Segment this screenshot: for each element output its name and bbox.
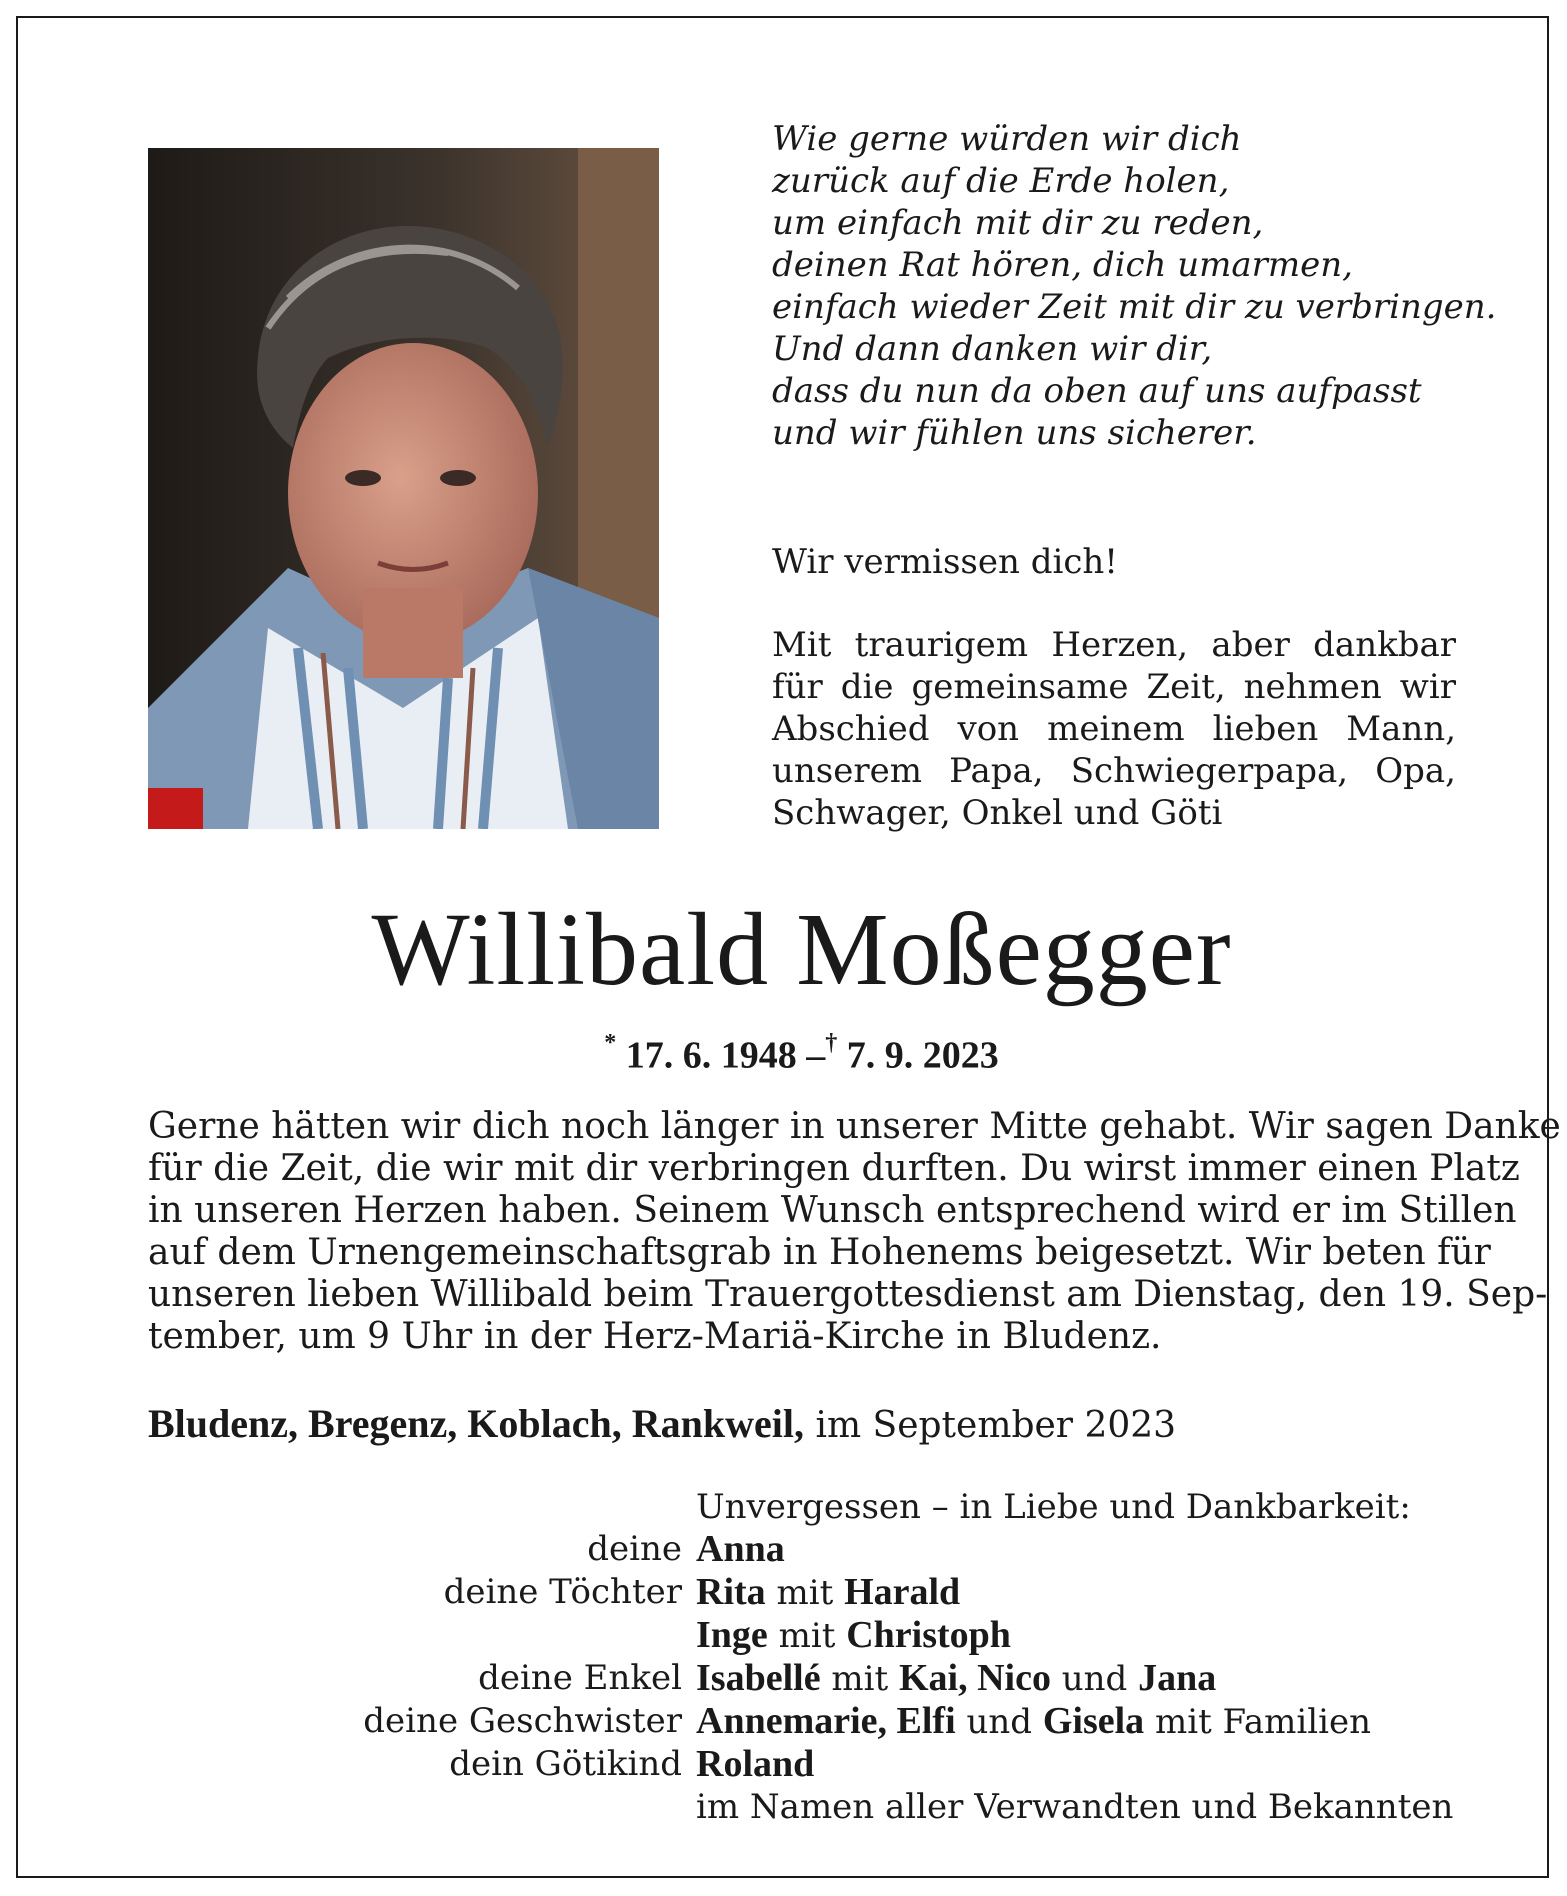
family-row [148,1571,1456,1614]
body-line: unseren lieben Willibald beim Trauergottesdienst am Dienstag, den 19. Sep- [148,1274,1548,1315]
intro-paragraph [772,624,1456,834]
poem-line: und wir fühlen uns sicherer. [772,413,1257,453]
connector-text: mit [767,1616,847,1656]
closing-row [148,1786,1456,1828]
connector-text: mit [765,1573,845,1613]
places: Bludenz, Bregenz, Koblach, Rankweil, [148,1401,804,1446]
family-name: Gisela [1042,1700,1145,1742]
family-name: Jana [1138,1657,1217,1699]
place-date: im September 2023 [815,1405,1177,1446]
family-row [148,1657,1456,1700]
birth-symbol: * [604,1030,617,1056]
family-row [148,1614,1456,1657]
body-line: tember, um 9 Uhr in der Herz-Mariä-Kirche in Bludenz. [148,1316,1162,1357]
intro-line: für die gemeinsame Zeit, nehmen wir [772,667,1456,707]
death-symbol: † [825,1030,838,1056]
family-list [148,1486,1456,1828]
obituary-frame [16,16,1561,1878]
death-date: 7. 9. 2023 [846,1034,999,1077]
body-line: für die Zeit, die wir mit dir verbringen durften. Du wirst immer einen Platz [148,1148,1520,1189]
intro-line: unserem Papa, Schwiegerpapa, Opa, [772,751,1456,791]
family-row [148,1743,1456,1786]
family-name: Roland [696,1743,815,1785]
body-line: Gerne hätten wir dich noch länger in unserer Mitte gehabt. Wir sagen Danke [148,1106,1561,1147]
family-name: Harald [844,1571,961,1613]
family-name: Kai, Nico [898,1657,1051,1699]
poem-line: einfach wieder Zeit mit dir zu verbringen. [772,287,1497,327]
family-name: Rita [696,1571,766,1613]
connector-text: mit [820,1659,899,1699]
relation-label [148,1614,696,1657]
body-paragraph [148,1106,1561,1358]
place-and-date [148,1403,1176,1447]
poem-line: deinen Rat hören, dich umarmen, [772,245,1353,285]
deceased-name: Willibald Moßegger [371,892,1232,1007]
life-dates [18,1024,1567,1079]
portrait-photo [148,148,659,829]
connector-text: und [1050,1659,1139,1699]
poem-line: um einfach mit dir zu reden, [772,203,1264,243]
date-dash: – [806,1034,826,1077]
relation-label: deine Enkel [478,1658,682,1698]
poem-line: zurück auf die Erde holen, [772,161,1230,201]
relation-label: deine Geschwister [363,1701,682,1741]
relation-label: deine [587,1529,682,1569]
poem [772,118,1497,454]
family-name: Christoph [846,1614,1011,1656]
closing-text: im Namen aller Verwandten und Bekannten [696,1787,1454,1827]
intro-line: Mit traurigem Herzen, aber dankbar [772,625,1456,665]
connector-text: und [955,1702,1043,1742]
body-line: in unseren Herzen haben. Seinem Wunsch entsprechend wird er im Stillen [148,1190,1517,1231]
connector-text: mit Familien [1144,1702,1371,1742]
body-line: auf dem Urnengemeinschaftsgrab in Hohenems beigesetzt. Wir beten für [148,1232,1491,1273]
family-name: Inge [696,1614,768,1656]
family-row [148,1700,1456,1743]
relation-label: deine Töchter [443,1572,682,1612]
intro-line: Abschied von meinem lieben Mann, [772,709,1456,749]
remembrance-text: Unvergessen – in Liebe und Dankbarkeit: [696,1487,1411,1527]
birth-date: 17. 6. 1948 [625,1034,797,1077]
poem-line: Und dann danken wir dir, [772,329,1213,369]
remembrance-row [148,1486,1456,1528]
family-row [148,1528,1456,1571]
intro-line: Schwager, Onkel und Göti [772,793,1223,833]
family-name: Isabellé [696,1657,821,1699]
relation-label [148,1786,696,1828]
family-name: Annemarie, Elfi [696,1700,956,1742]
family-name: Anna [696,1528,785,1570]
poem-line: dass du nun da oben auf uns aufpasst [772,371,1422,411]
poem-line: Wie gerne würden wir dich [772,119,1242,159]
portrait-illustration [148,148,659,829]
relation-label: dein Götikind [449,1744,682,1784]
miss-you-text: Wir vermissen dich! [772,542,1118,582]
